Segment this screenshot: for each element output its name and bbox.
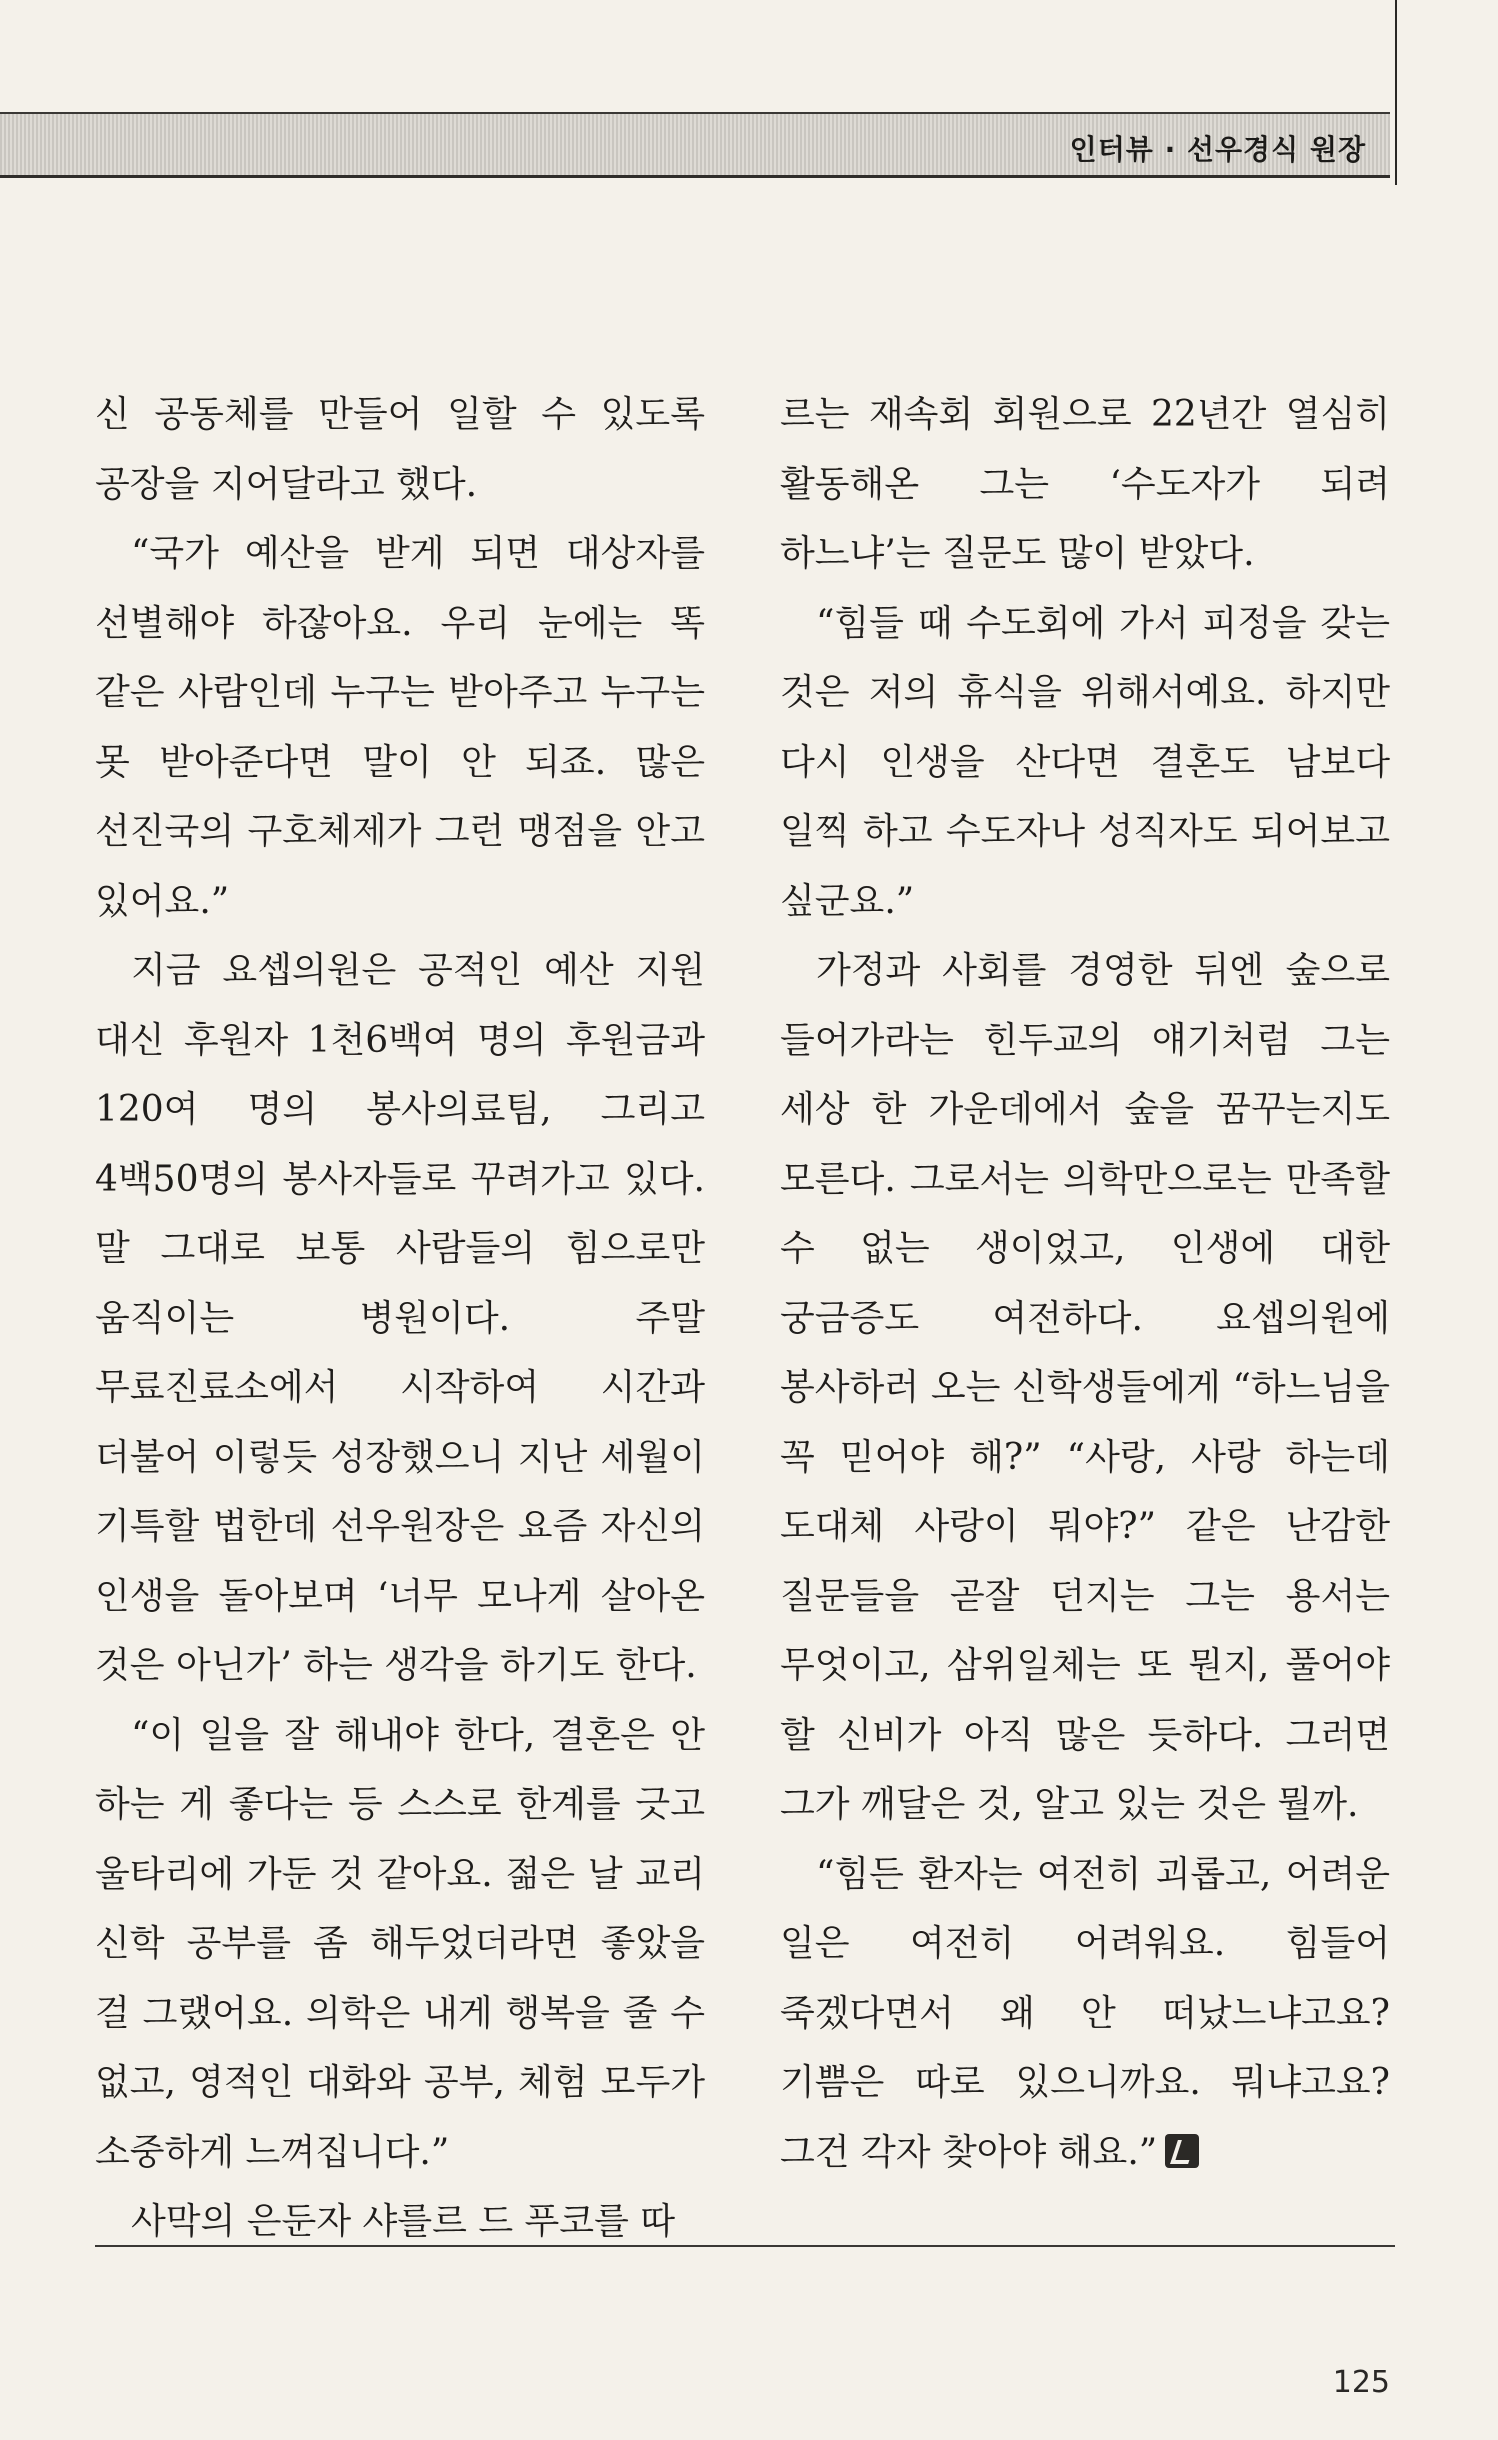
paragraph: “힘들 때 수도회에 가서 피정을 갖는 것은 저의 휴식을 위해서예요. 하지만 다시 인생을 산다면 결혼도 남보다 일찍 하고 수도자나 성직자도 되어보고 싶군요.” [780, 602, 1390, 922]
article-body [95, 380, 1395, 2242]
paragraph: 지금 요셉의원은 공적인 예산 지원 대신 후원자 1천6백여 명의 후원금과 120여 명의 봉사의료팀, 그리고 4백50명의 봉사자들로 꾸려가고 있다. 말 그대로 보통 사람들의 힘으로만 움직이는 병원이다. 주말 무료진료소에서 시작하여 시간과 더불어 이렇듯 성장했으니 지난 세월이 기특할 법한데 선우원장은 요즘 자신의 인생을 돌아보며 ‘너무 모나게 살아온 것은 아닌가’ 하는 생각을 하기도 한다. [95, 950, 705, 1686]
paragraph: “국가 예산을 받게 되면 대상자를 선별해야 하잖아요. 우리 눈에는 똑 같은 사람인데 누구는 받아주고 누구는 못 받아준다면 말이 안 되죠. 많은 선진국의 구호체제가 그런 맹점을 안고 있어요.” [95, 533, 705, 922]
paragraph: 신 공동체를 만들어 일할 수 있도록 공장을 지어달라고 했다. [95, 394, 705, 505]
paragraph-final [780, 1840, 1390, 2188]
page-number: 125 [1332, 2365, 1390, 2400]
paragraph: 사막의 은둔자 샤를르 드 푸코를 따 [131, 2201, 676, 2242]
running-header [0, 112, 1390, 178]
running-header-title: 인터뷰 · 선우경식 원장 [1069, 133, 1366, 166]
paragraph: 가정과 사회를 경영한 뒤엔 숲으로 들어가라는 힌두교의 얘기처럼 그는 세상 한 가운데에서 숲을 꿈꾸는지도 모른다. 그로서는 의학만으로는 만족할 수 없는 생이었고, 인생에 대한 궁금증도 여전하다. 요셉의원에 봉사하러 오는 신학생들에게 “하느님을 꼭 믿어야 해?” “사랑, 사랑 하는데 도대체 사랑이 뭐야?” 같은 난감한 질문들을 곧잘 던지는 그는 용서는 무엇이고, 삼위일체는 또 뭔지, 풀어야 할 신비가 아직 많은 듯하다. 그러면 그가 깨달은 것, 알고 있는 것은 뭘까. [780, 950, 1390, 1825]
header-vertical-rule [1395, 0, 1397, 185]
paragraph-final-text: “힘든 환자는 여전히 괴롭고, 어려운 일은 여전히 어려워요. 힘들어 죽겠다면서 왜 안 떠났느냐고요? 기쁨은 따로 있으니까요. 뭐냐고요? 그건 각자 찾아야 해요.” [780, 1853, 1390, 2173]
right-column [780, 380, 1390, 2187]
paragraph: “이 일을 잘 해내야 한다, 결혼은 안 하는 게 좋다는 등 스스로 한계를 긋고 울타리에 가둔 것 같아요. 젊은 날 교리 신학 공부를 좀 해두었더라면 좋았을 걸 그랬어요. 의학은 내게 행복을 줄 수 없고, 영적인 대화와 공부, 체험 모두가 소중하게 느껴집니다.” [95, 1714, 705, 2173]
footer-rule [95, 2245, 1395, 2247]
paragraph: 르는 재속회 회원으로 22년간 열심히 활동해온 그는 ‘수도자가 되려 하느냐’는 질문도 많이 받았다. [780, 394, 1390, 574]
left-column [95, 380, 705, 2257]
end-mark-icon [1165, 2134, 1199, 2168]
